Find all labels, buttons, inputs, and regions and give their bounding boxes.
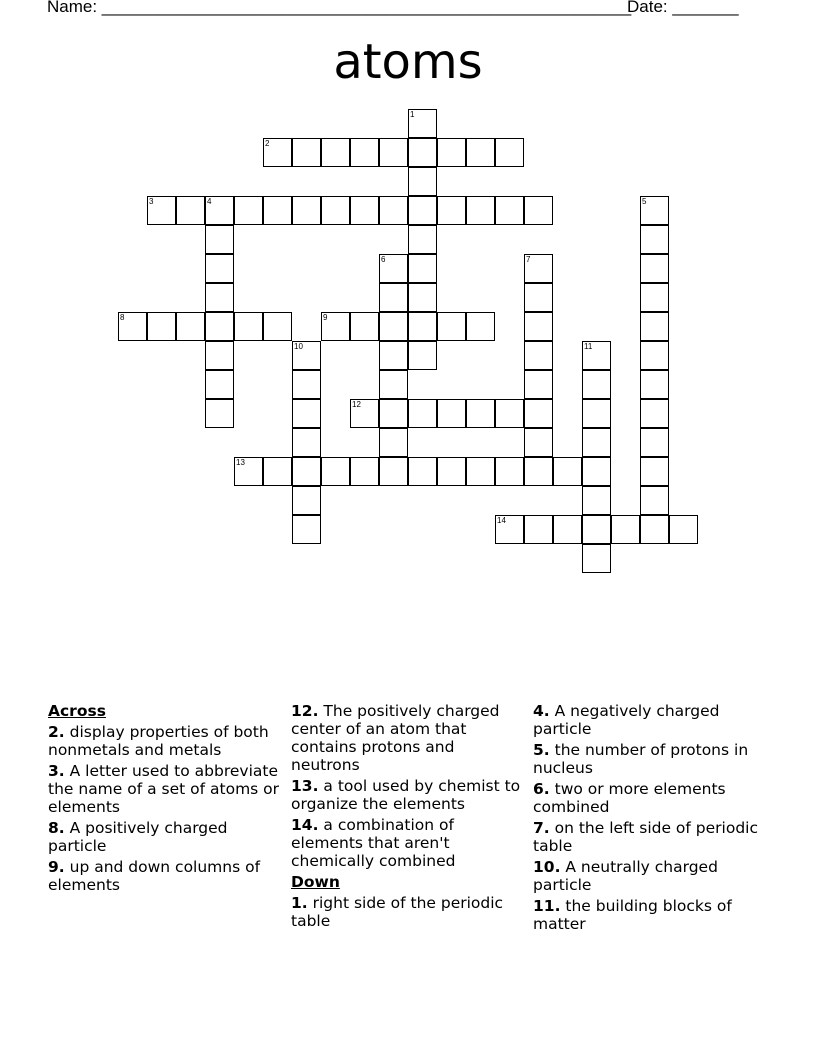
grid-cell[interactable] xyxy=(495,515,524,544)
clue-item xyxy=(533,741,765,777)
grid-cell[interactable] xyxy=(176,196,205,225)
grid-cell[interactable] xyxy=(611,515,640,544)
clue-number: 10 xyxy=(294,342,303,351)
grid-cell[interactable] xyxy=(640,196,669,225)
grid-cell[interactable] xyxy=(524,457,553,486)
grid-cell[interactable] xyxy=(524,254,553,283)
grid-cell[interactable] xyxy=(437,312,466,341)
clue-number: 4 xyxy=(207,197,212,206)
clue-item xyxy=(291,777,523,813)
grid-cell[interactable] xyxy=(205,283,234,312)
grid-cell[interactable] xyxy=(640,370,669,399)
grid-cell[interactable] xyxy=(524,428,553,457)
grid-cell[interactable] xyxy=(495,457,524,486)
grid-cell[interactable] xyxy=(379,283,408,312)
clue-number: 13 xyxy=(236,458,245,467)
clue-item xyxy=(533,702,765,738)
clue-label: 2. xyxy=(48,723,65,741)
grid-cell[interactable] xyxy=(292,196,321,225)
grid-cell[interactable] xyxy=(524,312,553,341)
grid-cell[interactable] xyxy=(582,515,611,544)
clue-label: 9. xyxy=(48,858,65,876)
grid-cell[interactable] xyxy=(292,399,321,428)
clue-label: 5. xyxy=(533,741,550,759)
clue-item xyxy=(291,894,523,930)
grid-cell[interactable] xyxy=(640,254,669,283)
clue-item xyxy=(533,897,765,933)
grid-cell[interactable] xyxy=(205,312,234,341)
grid-cell[interactable] xyxy=(408,196,437,225)
clue-label: 4. xyxy=(533,702,550,720)
grid-cell[interactable] xyxy=(321,312,350,341)
grid-cell[interactable] xyxy=(408,254,437,283)
grid-cell[interactable] xyxy=(292,341,321,370)
grid-cell[interactable] xyxy=(118,312,147,341)
grid-cell[interactable] xyxy=(350,138,379,167)
clue-item xyxy=(533,819,765,855)
grid-cell[interactable] xyxy=(524,196,553,225)
clue-number: 9 xyxy=(323,313,328,322)
grid-cell[interactable] xyxy=(379,138,408,167)
clue-number: 8 xyxy=(120,313,125,322)
grid-cell[interactable] xyxy=(553,457,582,486)
grid-cell[interactable] xyxy=(379,341,408,370)
grid-cell[interactable] xyxy=(234,312,263,341)
grid-cell[interactable] xyxy=(205,225,234,254)
clue-text: A positively charged particle xyxy=(48,819,228,855)
grid-cell[interactable] xyxy=(640,515,669,544)
grid-cell[interactable] xyxy=(292,138,321,167)
grid-cell[interactable] xyxy=(379,312,408,341)
grid-cell[interactable] xyxy=(524,341,553,370)
grid-cell[interactable] xyxy=(582,457,611,486)
clue-label: 3. xyxy=(48,762,65,780)
grid-cell[interactable] xyxy=(524,399,553,428)
clue-text: A neutrally charged particle xyxy=(533,858,718,894)
clue-column-3 xyxy=(533,702,765,936)
grid-cell[interactable] xyxy=(350,399,379,428)
grid-cell[interactable] xyxy=(582,399,611,428)
grid-cell[interactable] xyxy=(321,138,350,167)
grid-cell[interactable] xyxy=(466,399,495,428)
clue-label: 6. xyxy=(533,780,550,798)
grid-cell[interactable] xyxy=(669,515,698,544)
grid-cell[interactable] xyxy=(147,312,176,341)
clue-text: on the left side of periodic table xyxy=(533,819,758,855)
grid-cell[interactable] xyxy=(408,312,437,341)
grid-cell[interactable] xyxy=(553,515,582,544)
grid-cell[interactable] xyxy=(640,399,669,428)
grid-cell[interactable] xyxy=(205,370,234,399)
clue-label: 8. xyxy=(48,819,65,837)
clue-text: up and down columns of elements xyxy=(48,858,261,894)
section-heading: Across xyxy=(48,702,106,720)
grid-cell[interactable] xyxy=(640,225,669,254)
grid-cell[interactable] xyxy=(205,196,234,225)
grid-cell[interactable] xyxy=(205,399,234,428)
grid-cell[interactable] xyxy=(321,196,350,225)
grid-cell[interactable] xyxy=(408,341,437,370)
clue-label: 7. xyxy=(533,819,550,837)
clue-text: The positively charged center of an atom that contains protons and neutrons xyxy=(291,702,500,774)
grid-cell[interactable] xyxy=(582,544,611,573)
grid-cell[interactable] xyxy=(640,457,669,486)
grid-cell[interactable] xyxy=(408,167,437,196)
grid-cell[interactable] xyxy=(582,428,611,457)
grid-cell[interactable] xyxy=(176,312,205,341)
grid-cell[interactable] xyxy=(379,370,408,399)
clue-text: A negatively charged particle xyxy=(533,702,720,738)
grid-cell[interactable] xyxy=(292,515,321,544)
grid-cell[interactable] xyxy=(379,254,408,283)
grid-cell[interactable] xyxy=(379,457,408,486)
clue-text: A letter used to abbreviate the name of a set of atoms or elements xyxy=(48,762,280,816)
grid-cell[interactable] xyxy=(466,196,495,225)
grid-cell[interactable] xyxy=(147,196,176,225)
clue-number: 14 xyxy=(497,516,506,525)
clue-item xyxy=(48,819,280,855)
grid-cell[interactable] xyxy=(408,138,437,167)
grid-cell[interactable] xyxy=(321,457,350,486)
grid-cell[interactable] xyxy=(205,254,234,283)
section-heading: Down xyxy=(291,873,340,891)
clue-text: display properties of both nonmetals and metals xyxy=(48,723,269,759)
grid-cell[interactable] xyxy=(350,196,379,225)
grid-cell[interactable] xyxy=(379,428,408,457)
grid-cell[interactable] xyxy=(437,138,466,167)
grid-cell[interactable] xyxy=(437,457,466,486)
grid-cell[interactable] xyxy=(524,283,553,312)
clue-number: 3 xyxy=(149,197,154,206)
grid-cell[interactable] xyxy=(379,399,408,428)
clue-text: right side of the periodic table xyxy=(291,894,504,930)
grid-cell[interactable] xyxy=(524,370,553,399)
grid-cell[interactable] xyxy=(495,138,524,167)
clue-text: a tool used by chemist to organize the elements xyxy=(291,777,521,813)
clue-text: the number of protons in nucleus xyxy=(533,741,749,777)
clue-number: 11 xyxy=(584,342,593,351)
grid-cell[interactable] xyxy=(495,399,524,428)
clue-text: two or more elements combined xyxy=(533,780,726,816)
grid-cell[interactable] xyxy=(437,399,466,428)
grid-cell[interactable] xyxy=(263,196,292,225)
clue-item xyxy=(48,723,280,759)
grid-cell[interactable] xyxy=(408,399,437,428)
clue-label: 14. xyxy=(291,816,319,834)
grid-cell[interactable] xyxy=(437,196,466,225)
date-field[interactable]: Date: _______ xyxy=(627,0,739,16)
grid-cell[interactable] xyxy=(350,312,379,341)
grid-cell[interactable] xyxy=(640,428,669,457)
grid-cell[interactable] xyxy=(640,341,669,370)
grid-cell[interactable] xyxy=(466,457,495,486)
grid-cell[interactable] xyxy=(408,457,437,486)
clue-label: 10. xyxy=(533,858,561,876)
clue-column-1 xyxy=(48,702,280,897)
grid-cell[interactable] xyxy=(408,225,437,254)
clue-item xyxy=(291,816,523,870)
grid-cell[interactable] xyxy=(292,486,321,515)
grid-cell[interactable] xyxy=(640,312,669,341)
clue-text: the building blocks of matter xyxy=(533,897,732,933)
grid-cell[interactable] xyxy=(292,457,321,486)
clue-number: 5 xyxy=(642,197,647,206)
clue-item xyxy=(533,780,765,816)
clue-number: 6 xyxy=(381,255,386,264)
clue-number: 12 xyxy=(352,400,361,409)
grid-cell[interactable] xyxy=(582,341,611,370)
name-field[interactable]: Name: ________________________________________________________ xyxy=(47,0,632,16)
grid-cell[interactable] xyxy=(234,457,263,486)
clue-number: 7 xyxy=(526,255,531,264)
grid-cell[interactable] xyxy=(205,341,234,370)
grid-cell[interactable] xyxy=(582,486,611,515)
grid-cell[interactable] xyxy=(292,428,321,457)
clue-item xyxy=(48,762,280,816)
grid-cell[interactable] xyxy=(263,457,292,486)
grid-cell[interactable] xyxy=(379,196,408,225)
grid-cell[interactable] xyxy=(466,312,495,341)
grid-cell[interactable] xyxy=(495,196,524,225)
clue-item xyxy=(48,858,280,894)
clue-item xyxy=(533,858,765,894)
grid-cell[interactable] xyxy=(466,138,495,167)
grid-cell[interactable] xyxy=(263,138,292,167)
clue-label: 11. xyxy=(533,897,561,915)
grid-cell[interactable] xyxy=(640,486,669,515)
clue-column-2 xyxy=(291,702,523,933)
clue-item xyxy=(291,702,523,774)
grid-cell[interactable] xyxy=(408,283,437,312)
grid-cell[interactable] xyxy=(234,196,263,225)
clue-label: 12. xyxy=(291,702,319,720)
clue-number: 1 xyxy=(410,110,415,119)
grid-cell[interactable] xyxy=(524,515,553,544)
clue-label: 1. xyxy=(291,894,308,912)
grid-cell[interactable] xyxy=(408,109,437,138)
grid-cell[interactable] xyxy=(640,283,669,312)
grid-cell[interactable] xyxy=(582,370,611,399)
page-title: atoms xyxy=(333,34,483,90)
grid-cell[interactable] xyxy=(292,370,321,399)
clue-label: 13. xyxy=(291,777,319,795)
grid-cell[interactable] xyxy=(350,457,379,486)
grid-cell[interactable] xyxy=(263,312,292,341)
clue-number: 2 xyxy=(265,139,270,148)
clue-text: a combination of elements that aren't chemically combined xyxy=(291,816,456,870)
